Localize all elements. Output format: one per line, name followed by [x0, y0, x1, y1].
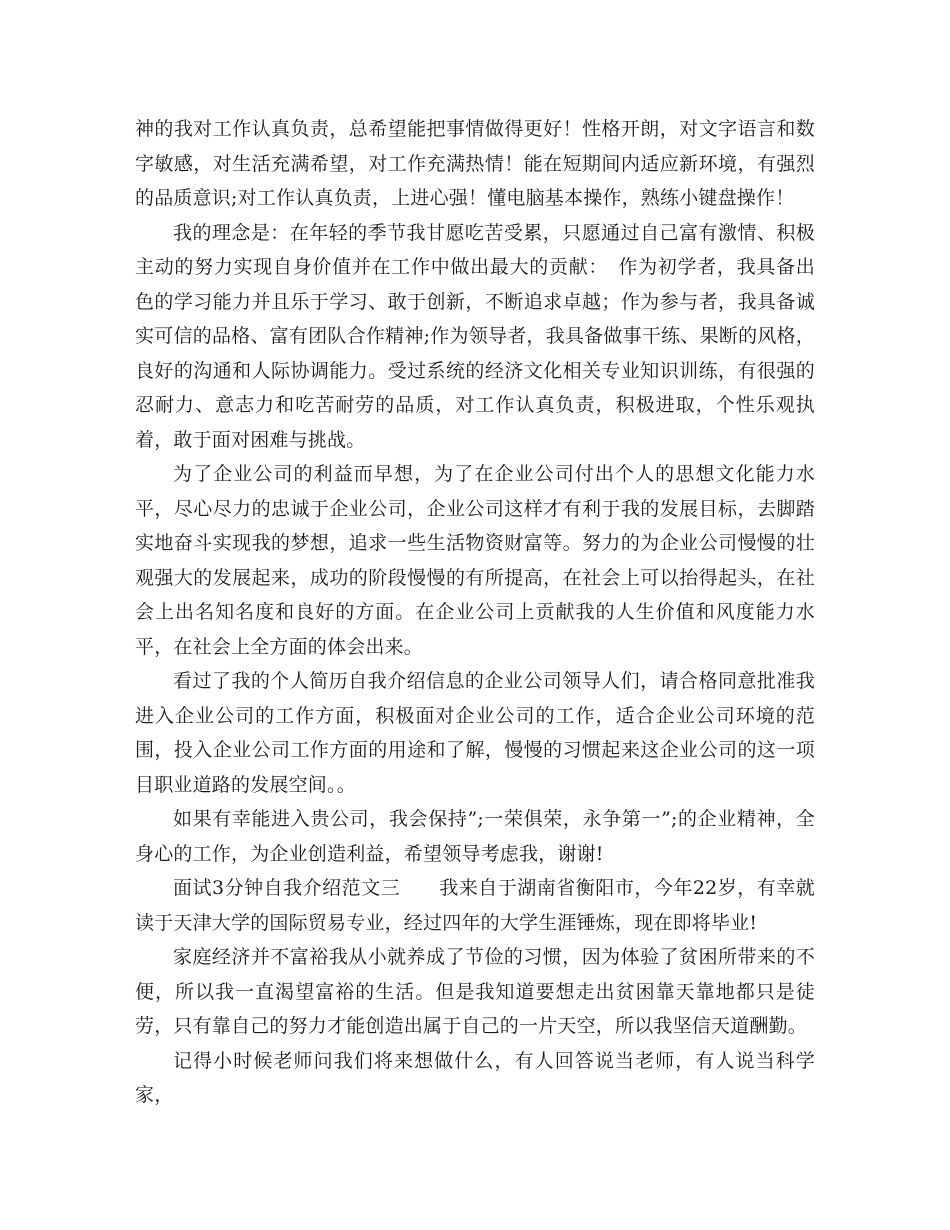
paragraph-8: 记得小时候老师问我们将来想做什么，有人回答说当老师，有人说当科学家， — [135, 1049, 815, 1106]
paragraph-7: 家庭经济并不富裕我从小就养成了节俭的习惯，因为体验了贫困所带来的不便，所以我一直渴望富裕的生活。但是我知道要想走出贫困靠天靠地都只是徒劳，只有靠自己的努力才能创造出属于自己的一片天空，所以我坚信天道酬勤。 — [135, 946, 815, 1037]
paragraph-6: 面试3分钟自我介绍范文三 我来自于湖南省衡阳市，今年22岁，有幸就读于天津大学的国际贸易专业，经过四年的大学生涯锤炼，现在即将毕业! — [135, 877, 815, 934]
paragraph-2: 我的理念是：在年轻的季节我甘愿吃苦受累，只愿通过自己富有激情、积极主动的努力实现自身价值并在工作中做出最大的贡献： 作为初学者，我具备出色的学习能力并且乐于学习、敢于创新，不断追求卓越；作为参与者，我具备诚实可信的品格、富有团队合作精神;作为领导者，我具备做事干练、果断的风格，良好的沟通和人际协调能力。受过系统的经济文化相关专业知识训练，有很强的忍耐力、意志力和吃苦耐劳的品质，对工作认真负责，积极进取，个性乐观执着，敢于面对困难与挑战。 — [135, 221, 815, 451]
paragraph-5: 如果有幸能进入贵公司，我会保持”;一荣俱荣，永争第一”;的企业精神，全身心的工作，为企业创造利益，希望领导考虑我，谢谢! — [135, 808, 815, 865]
document-body — [135, 112, 815, 1113]
paragraph-3: 为了企业公司的利益而早想，为了在企业公司付出个人的思想文化能力水平，尽心尽力的忠诚于企业公司，企业公司这样才有利于我的发展目标，去脚踏实地奋斗实现我的梦想，追求一些生活物资财富等。努力的为企业公司慢慢的壮观强大的发展起来，成功的阶段慢慢的有所提高，在社会上可以抬得起头，在社会上出名知名度和良好的方面。在企业公司上贡献我的人生价值和风度能力水平，在社会上全方面的体会出来。 — [135, 463, 815, 658]
paragraph-4: 看过了我的个人简历自我介绍信息的企业公司领导人们，请合格同意批准我进入企业公司的工作方面，积极面对企业公司的工作，适合企业公司环境的范围，投入企业公司工作方面的用途和了解，慢慢的习惯起来这企业公司的这一项目职业道路的发展空间。。 — [135, 670, 815, 796]
paragraph-1: 神的我对工作认真负责，总希望能把事情做得更好！性格开朗，对文字语言和数字敏感，对生活充满希望，对工作充满热情！能在短期间内适应新环境，有强烈的品质意识;对工作认真负责，上进心强！懂电脑基本操作，熟练小键盘操作！ — [135, 118, 815, 209]
